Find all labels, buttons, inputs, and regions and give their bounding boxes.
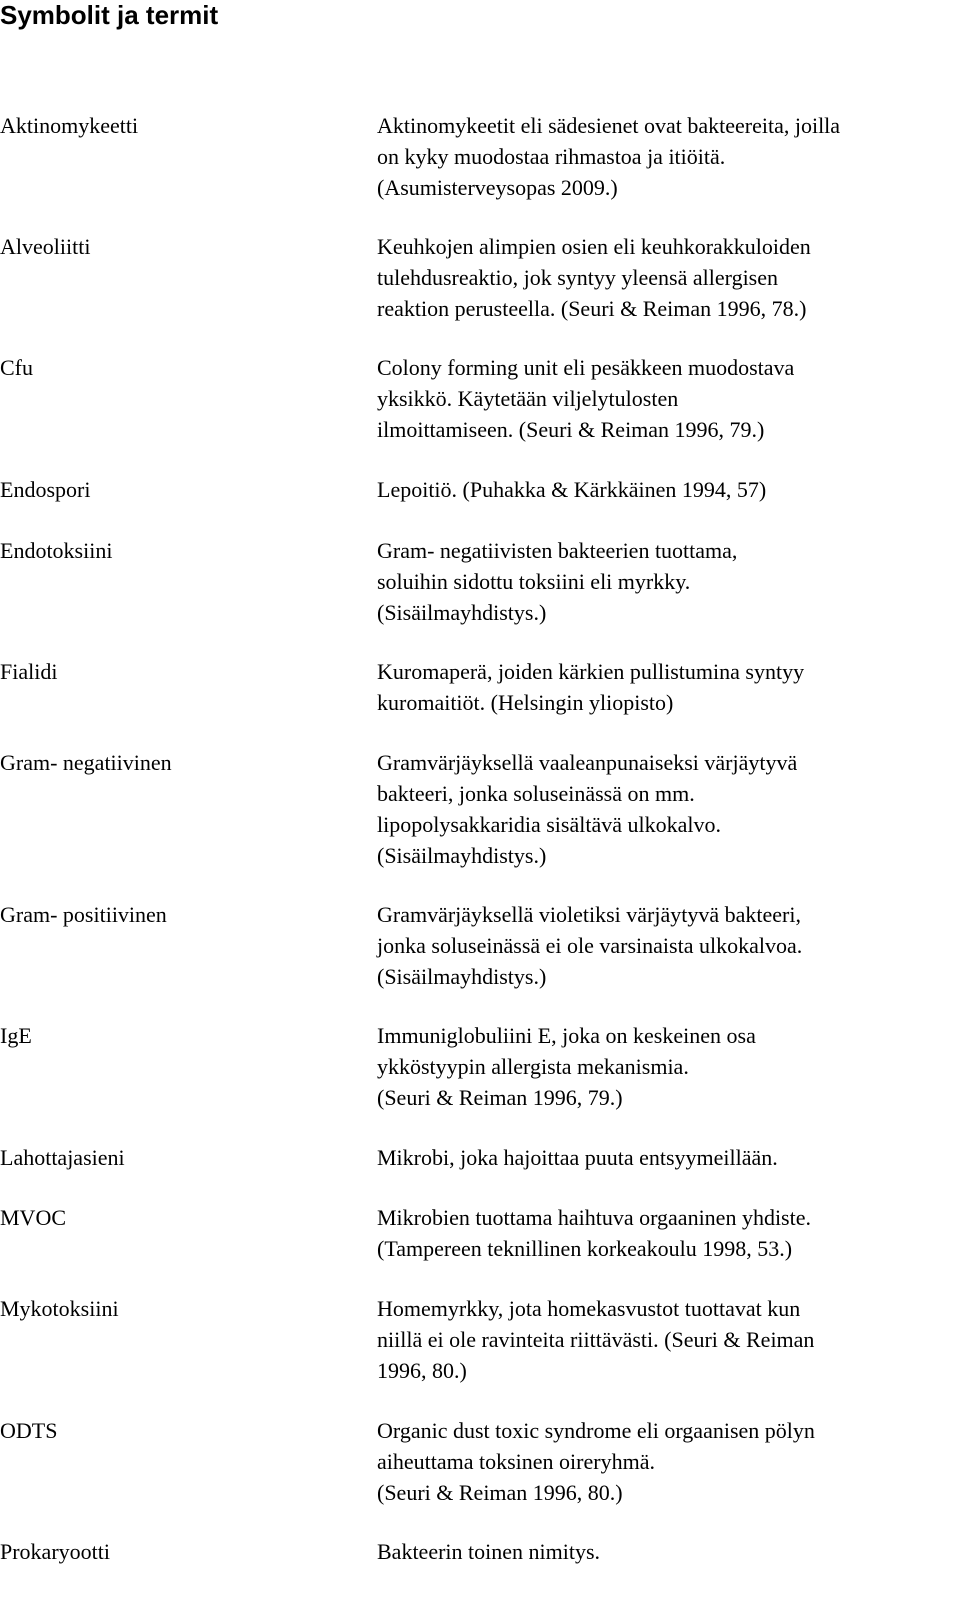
glossary-term: Gram- negatiivinen (0, 750, 172, 775)
glossary-term: Alveoliitti (0, 234, 91, 259)
definition-line: bakteeri, jonka soluseinässä on mm. (377, 781, 695, 806)
glossary-term: ODTS (0, 1418, 58, 1443)
glossary-definition (377, 474, 937, 505)
definition-line: Aktinomykeetit eli sädesienet ovat bakteereita, joilla (377, 113, 841, 138)
definition-line: tulehdusreaktio, jok syntyy yleensä allergisen (377, 265, 779, 290)
definition-line: Organic dust toxic syndrome eli orgaanisen pölyn (377, 1418, 815, 1443)
glossary-definition (377, 1536, 937, 1567)
definition-line: kuromaitiöt. (Helsingin yliopisto) (377, 690, 674, 715)
glossary-definition (377, 110, 937, 203)
page-title: Symbolit ja termit (0, 0, 219, 30)
glossary-term: Cfu (0, 355, 33, 380)
glossary-term: Aktinomykeetti (0, 113, 139, 138)
definition-line: Mikrobi, joka hajoittaa puuta entsyymeillään. (377, 1145, 778, 1170)
definition-line: Homemyrkky, jota homekasvustot tuottavat kun (377, 1296, 801, 1321)
definition-line: soluihin sidottu toksiini eli myrkky. (377, 569, 691, 594)
definition-line: Keuhkojen alimpien osien eli keuhkorakkuloiden (377, 234, 811, 259)
definition-line: on kyky muodostaa rihmastoa ja itiöitä. (377, 144, 726, 169)
definition-line: Immuniglobuliini E, joka on keskeinen osa (377, 1023, 756, 1048)
definition-line: Bakteerin toinen nimitys. (377, 1539, 601, 1564)
definition-line: ilmoittamiseen. (Seuri & Reiman 1996, 79.) (377, 417, 765, 442)
glossary-term: MVOC (0, 1205, 67, 1230)
glossary-term: Fialidi (0, 659, 58, 684)
definition-line: (Seuri & Reiman 1996, 80.) (377, 1480, 623, 1505)
definition-line: niillä ei ole ravinteita riittävästi. (Seuri & Reiman (377, 1327, 815, 1352)
definition-line: Kuromaperä, joiden kärkien pullistumina syntyy (377, 659, 805, 684)
definition-line: Lepoitiö. (Puhakka & Kärkkäinen 1994, 57) (377, 477, 767, 502)
glossary-term: Endospori (0, 477, 91, 502)
definition-line: (Seuri & Reiman 1996, 79.) (377, 1085, 623, 1110)
definition-line: jonka soluseinässä ei ole varsinaista ulkokalvoa. (377, 933, 803, 958)
glossary-definition (377, 1415, 937, 1508)
definition-line: ykköstyypin allergista mekanismia. (377, 1054, 689, 1079)
glossary-definition (377, 1293, 937, 1386)
definition-line: (Sisäilmayhdistys.) (377, 964, 547, 989)
glossary-definition (377, 352, 937, 445)
glossary-term: Endotoksiini (0, 538, 113, 563)
glossary-term: IgE (0, 1023, 32, 1048)
definition-line: Gram- negatiivisten bakteerien tuottama, (377, 538, 738, 563)
glossary-term: Prokaryootti (0, 1539, 110, 1564)
glossary-definition (377, 535, 937, 628)
glossary-definition (377, 899, 937, 992)
definition-line: Gramvärjäyksellä violetiksi värjäytyvä bakteeri, (377, 902, 801, 927)
definition-line: Gramvärjäyksellä vaaleanpunaiseksi värjäytyvä (377, 750, 798, 775)
definition-line: 1996, 80.) (377, 1358, 467, 1383)
glossary-definition (377, 231, 937, 324)
glossary-definition (377, 656, 937, 718)
definition-line: (Sisäilmayhdistys.) (377, 600, 547, 625)
definition-line: (Asumisterveysopas 2009.) (377, 175, 618, 200)
definition-line: lipopolysakkaridia sisältävä ulkokalvo. (377, 812, 721, 837)
definition-line: (Tampereen teknillinen korkeakoulu 1998, 53.) (377, 1236, 793, 1261)
definition-line: (Sisäilmayhdistys.) (377, 843, 547, 868)
definition-line: reaktion perusteella. (Seuri & Reiman 1996, 78.) (377, 296, 807, 321)
glossary-term: Gram- positiivinen (0, 902, 167, 927)
definition-line: aiheuttama toksinen oireryhmä. (377, 1449, 655, 1474)
glossary-definition (377, 747, 937, 871)
glossary-term: Mykotoksiini (0, 1296, 119, 1321)
glossary-term: Lahottajasieni (0, 1145, 125, 1170)
glossary-definition (377, 1020, 937, 1113)
definition-line: yksikkö. Käytetään viljelytulosten (377, 386, 679, 411)
definition-line: Colony forming unit eli pesäkkeen muodostava (377, 355, 795, 380)
glossary-definition (377, 1142, 937, 1173)
glossary-definition (377, 1202, 937, 1264)
definition-line: Mikrobien tuottama haihtuva orgaaninen yhdiste. (377, 1205, 811, 1230)
